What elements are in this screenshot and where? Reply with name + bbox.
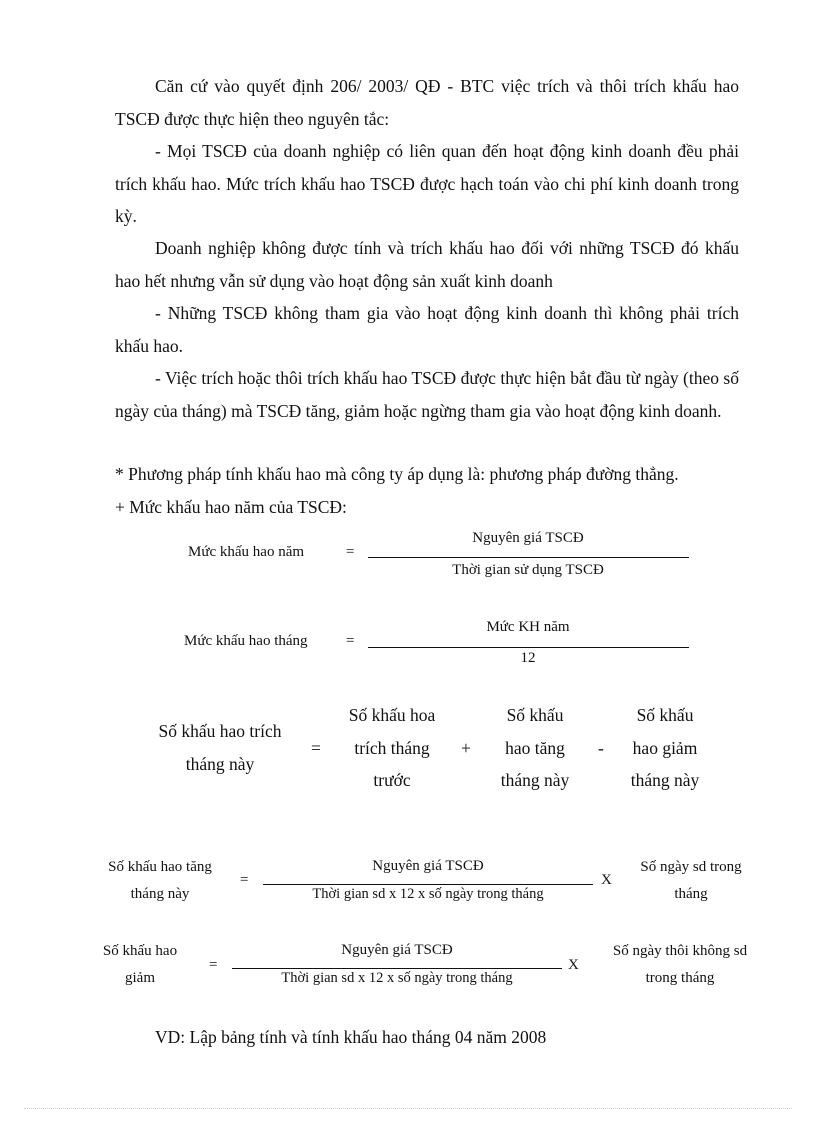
formula-monthly-equals: = [346, 633, 355, 649]
annual-heading: + Mức khấu hao năm của TSCĐ: [115, 497, 347, 517]
paragraph-unused-assets: - Những TSCĐ không tham gia vào hoạt động kinh doanh thì không phải trích khấu hao. [115, 303, 739, 356]
term-decrease-line3: tháng này [630, 770, 700, 790]
paragraph-rule-all-assets: - Mọi TSCĐ của doanh nghiệp có liên quan đến hoạt động kinh doanh đều phải trích khấu hao. Mức trích khấu hao TSCĐ được hạch toán vào chi phí kinh doanh trong kỳ. [115, 141, 739, 226]
formula-this-month-equals: = [311, 738, 321, 758]
formula-decrease-equals: = [209, 957, 218, 973]
formula-annual-label: Mức khấu hao năm [188, 544, 305, 560]
formula-increase-equals: = [240, 872, 249, 888]
method-line: * Phương pháp tính khấu hao mà công ty áp dụng là: phương pháp đường thẳng. [115, 464, 679, 484]
term-increase-line3: tháng này [500, 770, 570, 790]
fraction-bar [232, 968, 562, 969]
formula-this-month-minus: - [598, 738, 604, 758]
paragraph-fully-depreciated: Doanh nghiệp không được tính và trích khấu hao đối với những TSCĐ đó khấu hao hết nhưng vẫn sử dụng vào hoạt động sản xuất kinh doanh [115, 238, 739, 291]
paragraph-start-date: - Việc trích hoặc thôi trích khấu hao TSCĐ được thực hiện bắt đầu từ ngày (theo số ngày của tháng) mà TSCĐ tăng, giảm hoặc ngừng tham gia vào hoạt động kinh doanh. [115, 368, 739, 421]
formula-this-month-label-line2: tháng này [185, 754, 255, 774]
formula-decrease-label-line1: Số khấu hao [102, 943, 178, 959]
formula-decrease-label-line2: giảm [125, 970, 155, 986]
formula-increase-denominator: Thời gian sd x 12 x số ngày trong tháng [312, 886, 544, 902]
term-increase-line1: Số khấu [506, 705, 564, 725]
term-previous-line2: trích tháng [354, 738, 430, 758]
fraction-bar [368, 647, 689, 648]
fraction-bar [263, 884, 593, 885]
formula-increase-factor-line1: Số ngày sd trong [640, 859, 742, 875]
formula-decrease-factor-line2: trong tháng [645, 970, 715, 986]
formula-monthly-numerator: Mức KH năm [486, 619, 570, 635]
term-decrease-line1: Số khấu [636, 705, 694, 725]
example-line: VD: Lập bảng tính và tính khấu hao tháng 04 năm 2008 [155, 1027, 547, 1047]
formula-increase-label-line2: tháng này [130, 886, 190, 902]
formula-this-month-label-line1: Số khấu hao trích [158, 721, 282, 741]
formula-decrease-denominator: Thời gian sd x 12 x số ngày trong tháng [281, 970, 513, 986]
term-previous-line1: Số khấu hoa [348, 705, 436, 725]
formula-annual-numerator: Nguyên giá TSCĐ [472, 530, 584, 546]
term-previous-line3: trước [373, 770, 411, 790]
formula-increase-times: X [601, 872, 612, 888]
formula-monthly-label: Mức khấu hao tháng [184, 633, 308, 649]
page-footer-divider [24, 1108, 792, 1109]
term-decrease-line2: hao giảm [632, 738, 698, 758]
formula-decrease-factor-line1: Số ngày thôi không sd [612, 943, 748, 959]
formula-monthly-denominator: 12 [520, 650, 536, 666]
formula-increase-factor-line2: tháng [674, 886, 708, 902]
formula-decrease-numerator: Nguyên giá TSCĐ [341, 942, 453, 958]
formula-this-month-plus: + [461, 738, 471, 758]
formula-increase-numerator: Nguyên giá TSCĐ [372, 858, 484, 874]
formula-annual-denominator: Thời gian sử dụng TSCĐ [452, 562, 604, 578]
formula-annual-equals: = [346, 544, 355, 560]
term-increase-line2: hao tăng [505, 738, 565, 758]
formula-increase-label-line1: Số khấu hao tăng [108, 859, 212, 875]
paragraph-decision: Căn cứ vào quyết định 206/ 2003/ QĐ - BTC việc trích và thôi trích khấu hao TSCĐ được thực hiện theo nguyên tắc: [115, 76, 739, 129]
fraction-bar [368, 557, 689, 558]
formula-decrease-times: X [568, 957, 579, 973]
